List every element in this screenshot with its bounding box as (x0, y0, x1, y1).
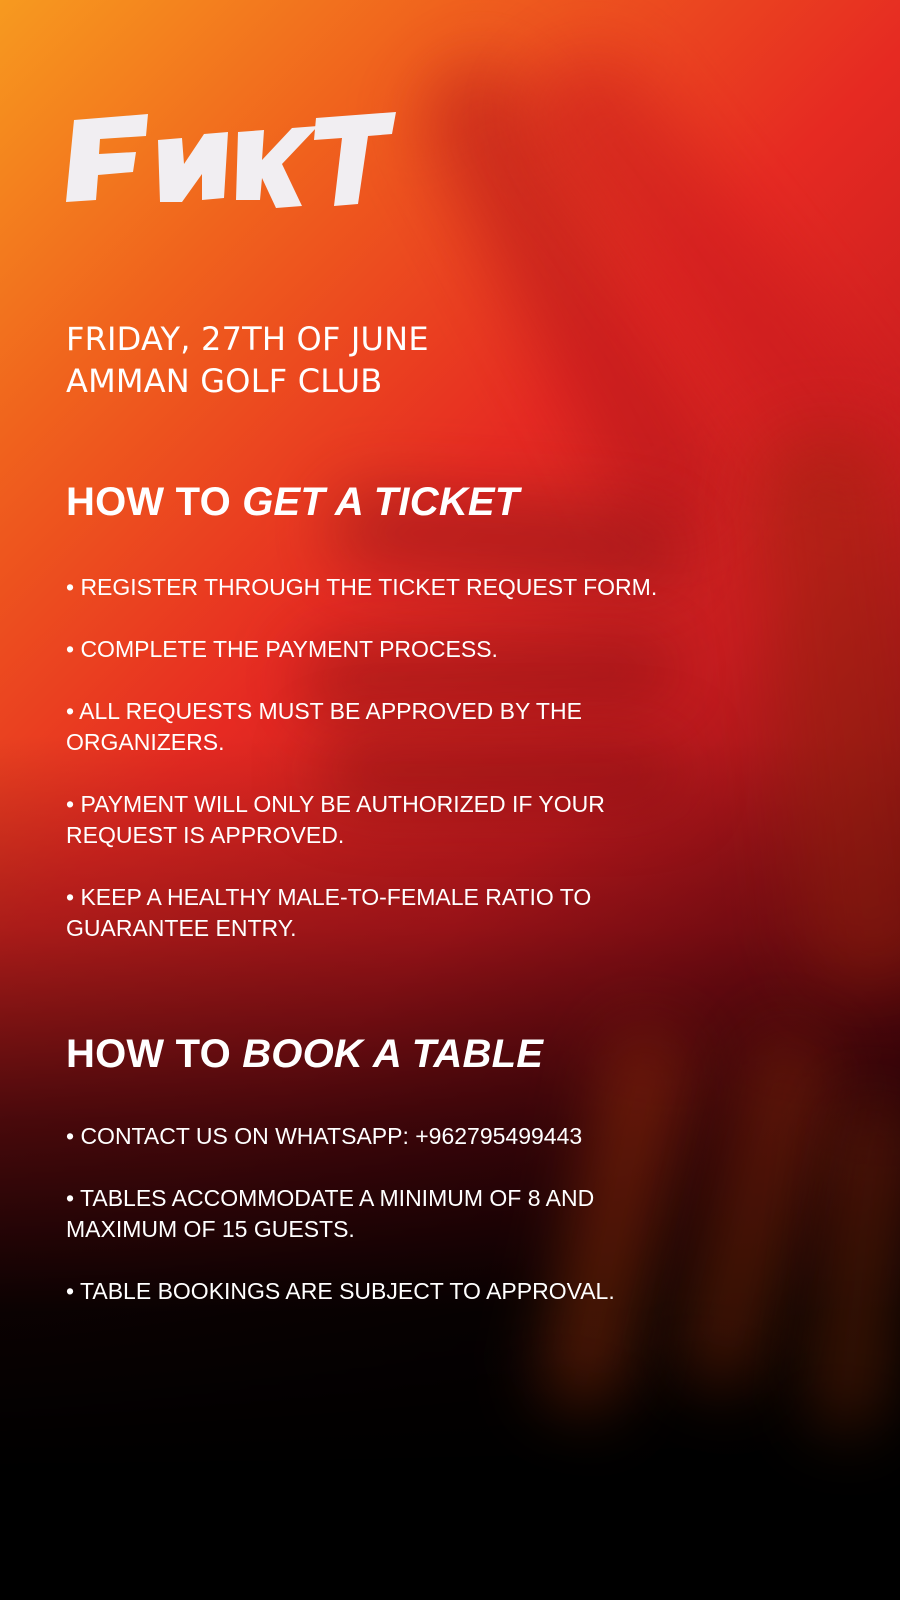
table-instructions (66, 1121, 686, 1307)
event-venue: AMMAN GOLF CLUB (66, 362, 383, 400)
ticket-title-plain: HOW TO (66, 480, 243, 524)
background-glow (813, 1098, 900, 1432)
list-item: • TABLE BOOKINGS ARE SUBJECT TO APPROVAL. (66, 1278, 615, 1304)
list-item: • TABLES ACCOMMODATE A MINIMUM OF 8 AND MAXIMUM OF 15 GUESTS. (66, 1185, 595, 1242)
table-section-title (66, 1030, 543, 1078)
fnkt-logo (66, 112, 396, 212)
table-title-plain: HOW TO (66, 1032, 243, 1076)
background-glow (751, 424, 900, 996)
list-item: • KEEP A HEALTHY MALE-TO-FEMALE RATIO TO GUARANTEE ENTRY. (66, 884, 592, 941)
event-info (66, 318, 429, 402)
background-glow (677, 1027, 832, 1393)
ticket-title-emphasis: GET A TICKET (242, 480, 520, 524)
list-item: • COMPLETE THE PAYMENT PROCESS. (66, 636, 498, 662)
table-title-emphasis: BOOK A TABLE (242, 1032, 544, 1076)
ticket-section-title (66, 478, 519, 526)
event-date: FRIDAY, 27TH OF JUNE (66, 320, 429, 358)
list-item: • ALL REQUESTS MUST BE APPROVED BY THE ORGANIZERS. (66, 698, 582, 755)
list-item: • PAYMENT WILL ONLY BE AUTHORIZED IF YOUR REQUEST IS APPROVED. (66, 791, 605, 848)
fnkt-logo-graphic (66, 112, 396, 212)
list-item: • CONTACT US ON WHATSAPP: +962795499443 (66, 1123, 583, 1149)
ticket-instructions (66, 572, 686, 944)
list-item: • REGISTER THROUGH THE TICKET REQUEST FORM. (66, 574, 658, 600)
